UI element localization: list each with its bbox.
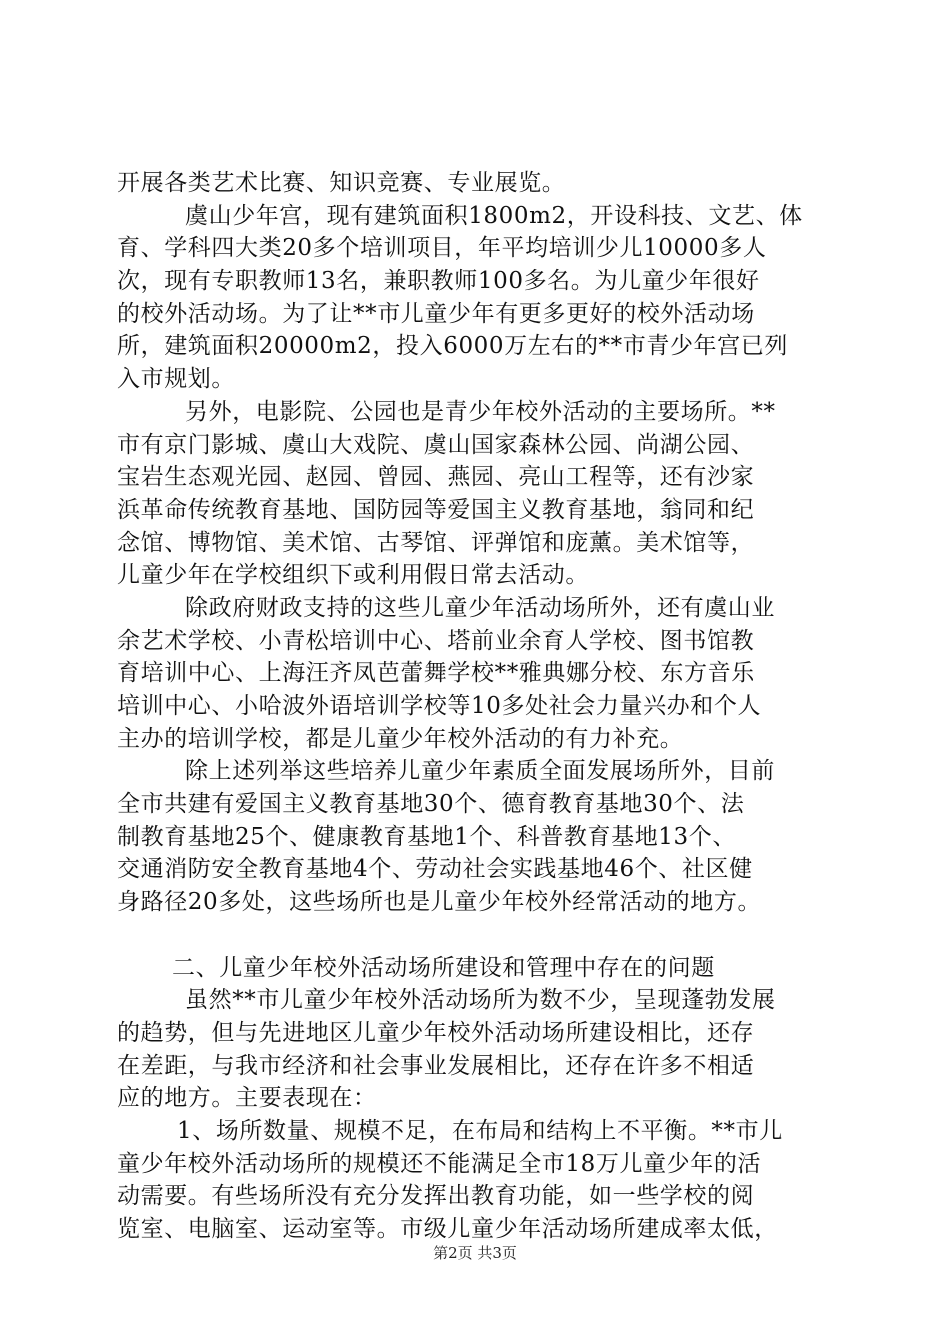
document-body bbox=[117, 167, 835, 1246]
text-line: 在差距，与我市经济和社会事业发展相比，还存在许多不相适 bbox=[117, 1052, 755, 1079]
paragraph-start-line: 另外，电影院、公园也是青少年校外活动的主要场所。** bbox=[185, 398, 776, 425]
text-line: 开展各类艺术比赛、知识竞赛、专业展览。 bbox=[117, 170, 566, 196]
text-line: 制教育基地25个、健康教育基地1个、科普教育基地13个、 bbox=[117, 823, 736, 850]
text-line: 余艺术学校、小青松培训中心、塔前业余育人学校、图书馆教 bbox=[117, 627, 755, 654]
text-line: 念馆、博物馆、美术馆、古琴馆、评弹馆和庞薰。美术馆等， bbox=[117, 529, 755, 556]
paragraph-start-line: 虽然**市儿童少年校外活动场所为数不少，呈现蓬勃发展 bbox=[185, 987, 776, 1014]
paragraph-start-line: 除政府财政支持的这些儿童少年活动场所外，还有虞山业 bbox=[185, 594, 775, 621]
text-line: 主办的培训学校，都是儿童少年校外活动的有力补充。 bbox=[117, 725, 684, 752]
text-line: 市有京门影城、虞山大戏院、虞山国家森林公园、尚湖公园、 bbox=[117, 431, 755, 458]
paragraph-start-line: 除上述列举这些培养儿童少年素质全面发展场所外，目前 bbox=[185, 758, 775, 785]
numbered-item-line: 1、场所数量、规模不足，在布局和结构上不平衡。**市儿 bbox=[177, 1117, 783, 1144]
text-line: 育、学科四大类20多个培训项目，年平均培训少儿10000多人 bbox=[117, 235, 767, 262]
text-line: 览室、电脑室、运动室等。市级儿童少年活动场所建成率太低， bbox=[117, 1216, 778, 1242]
text-line: 的校外活动场。为了让**市儿童少年有更多更好的校外活动场 bbox=[117, 300, 755, 327]
blank-line bbox=[117, 919, 835, 952]
text-line: 所，建筑面积20000m2，投入6000万左右的**市青少年宫已列 bbox=[117, 333, 788, 360]
text-line: 动需要。有些场所没有充分发挥出教育功能，如一些学校的阅 bbox=[117, 1183, 755, 1210]
text-line: 次，现有专职教师13名，兼职教师100多名。为儿童少年很好 bbox=[117, 268, 760, 295]
text-line: 童少年校外活动场所的规模还不能满足全市18万儿童少年的活 bbox=[117, 1150, 762, 1177]
text-line: 培训中心、小哈波外语培训学校等10多处社会力量兴办和个人 bbox=[117, 693, 762, 719]
section-heading: 二、儿童少年校外活动场所建设和管理中存在的问题 bbox=[172, 954, 715, 981]
text-line: 全市共建有爱国主义教育基地30个、德育教育基地30个、法 bbox=[117, 791, 745, 818]
text-line: 浜革命传统教育基地、国防园等爱国主义教育基地，翁同和纪 bbox=[117, 496, 755, 523]
page-footer: 第2页 共3页 bbox=[433, 1244, 517, 1262]
text-line: 身路径20多处，这些场所也是儿童少年校外经常活动的地方。 bbox=[117, 889, 762, 916]
paragraph-start-line: 虞山少年宫，现有建筑面积1800m2，开设科技、文艺、体 bbox=[185, 202, 803, 229]
text-line: 应的地方。主要表现在： bbox=[117, 1085, 377, 1112]
text-line: 入市规划。 bbox=[117, 366, 235, 393]
text-line: 的趋势，但与先进地区儿童少年校外活动场所建设相比，还存 bbox=[117, 1019, 755, 1046]
text-line: 育培训中心、上海汪齐凤芭蕾舞学校**雅典娜分校、东方音乐 bbox=[117, 660, 755, 687]
text-line: 宝岩生态观光园、赵园、曾园、燕园、亮山工程等，还有沙家 bbox=[117, 464, 755, 491]
text-line: 交通消防安全教育基地4个、劳动社会实践基地46个、社区健 bbox=[117, 856, 753, 883]
text-line: 儿童少年在学校组织下或利用假日常去活动。 bbox=[117, 562, 589, 589]
